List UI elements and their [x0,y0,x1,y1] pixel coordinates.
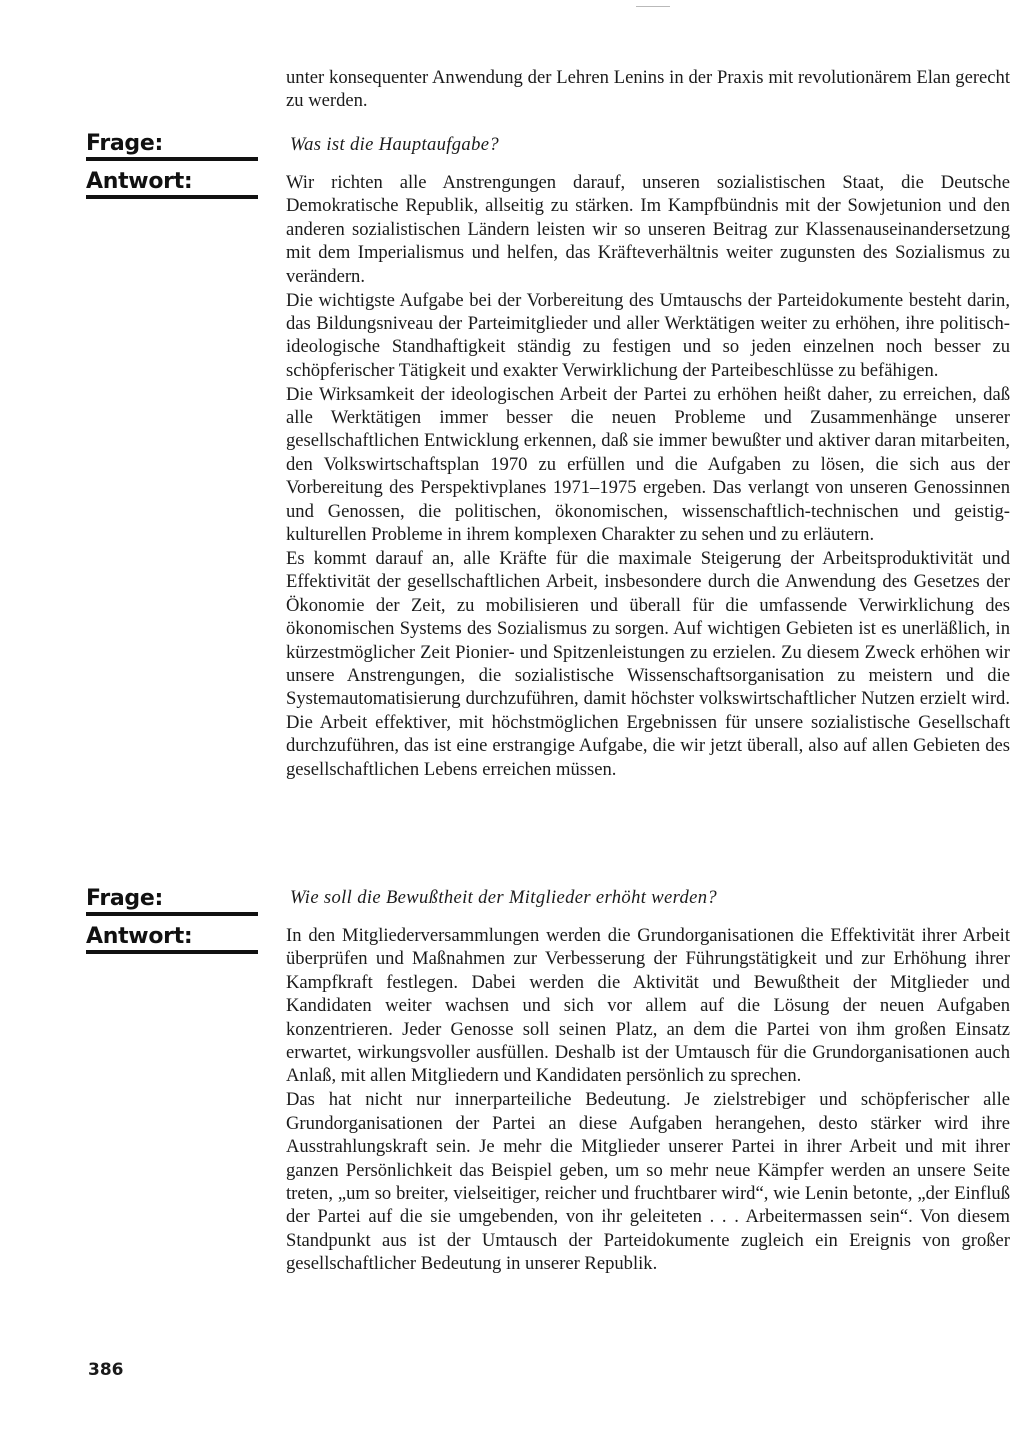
answer-1-paragraph-1: Wir richten alle Anstrengungen darauf, unseren sozialistischen Staat, die Deutsche Demokratische Republik, allseitig zu stärken. Im Kampfbündnis mit der Sowjetunion und den anderen sozialistischen Ländern leisten wir so unseren Beitrag zur Klassenauseinandersetzung mit dem Imperialismus und helfen, das Kräfteverhältnis weiter zugunsten des Sozialismus zu verändern. [286,172,1010,287]
antwort-label: Antwort: [86,925,258,954]
scan-mark [636,6,670,7]
answer-1 [286,171,1010,781]
question-1: Was ist die Hauptaufgabe? [290,134,499,155]
answer-2-paragraph-1: In den Mitgliederversammlungen werden die Grundorganisationen die Effektivität ihrer Arbeit überprüfen und Maßnahmen zur Verbesserung der Führungstätigkeit und zur Erhöhung ihrer Kampfkraft festlegen. Dabei werden die Aktivität und Bewußtheit der Mitglieder und Kandidaten weiter wachsen und sich vor allem auf die Lösung der neuen Aufgaben konzentrieren. Jeder Genosse soll seinen Platz, an dem die Partei von ihm großen Einsatz erwartet, wirkungsvoller ausfüllen. Deshalb ist der Umtausch für die Grundorganisationen auch Anlaß, mit allen Mitgliedern und Kandidaten persönlich zu sprechen. [286,925,1010,1087]
antwort-label: Antwort: [86,170,258,199]
frage-label: Frage: [86,132,258,161]
answer-1-paragraph-4: Es kommt darauf an, alle Kräfte für die maximale Steigerung der Arbeitsproduktivität und Effektivität der gesellschaftlichen Arbeit, insbesondere durch die Anwendung des Gesetzes der Ökonomie der Zeit, zu mobilisieren und überall für die umfassende Verwirklichung des ökonomischen Systems des Sozialismus zu sorgen. Auf wichtigen Gebieten ist es unerläßlich, in kürzestmöglicher Zeit Pionier- und Spitzenleistungen zu erzielen. Zu diesem Zweck erhöhen wir unsere Anstrengungen, die sozialistische Wissenschaftsorganisation zu meistern und die Systemautomatisierung durchzuführen, damit höchster volkswirtschaftlicher Nutzen erzielt wird. Die Arbeit effektiver, mit höchstmöglichen Ergebnissen für unsere sozialistische Gesellschaft durchzuführen, das ist eine erstrangige Aufgabe, die wir jetzt überall, also auf allen Gebieten des gesellschaftlichen Lebens erreichen müssen. [286,548,1010,780]
answer-1-paragraph-2: Die wichtigste Aufgabe bei der Vorbereitung des Umtauschs der Parteidokumente besteht darin, das Bildungsniveau der Parteimitglieder und aller Werktätigen weiter zu erhöhen, ihre politisch-ideologische Standhaftigkeit ständig zu festigen und so jeden einzelnen noch besser zu schöpferischer Tätigkeit und exakter Verwirklichung der Parteibeschlüsse zu befähigen. [286,289,1010,381]
page-number: 386 [88,1360,124,1380]
intro-paragraph [286,66,1010,113]
answer-2 [286,924,1010,1276]
frage-label: Frage: [86,887,258,916]
question-2: Wie soll die Bewußtheit der Mitglieder erhöht werden? [290,887,718,908]
answer-2-paragraph-2: Das hat nicht nur innerparteiliche Bedeutung. Je zielstrebiger und schöpferischer alle Grundorganisationen der Partei an diese Aufgaben herangehen, desto stärker wird ihre Ausstrahlungskraft sein. Je mehr die Mitglieder unserer Partei in ihrer Arbeit und mit ihrer ganzen Persönlichkeit das Beispiel geben, um so mehr neue Kämpfer werden an unsere Seite treten, „um so breiter, vielseitiger, reicher und fruchtbarer wird“, wie Lenin betonte, „der Einfluß der Partei auf die sie umgebenden, von ihr geleiteten . . . Arbeitermassen sein“. Von diesem Standpunkt aus ist der Umtausch der Parteidokumente zugleich ein Ereignis von großer gesellschaftlicher Bedeutung in unserer Republik. [286,1089,1010,1275]
answer-1-paragraph-3: Die Wirksamkeit der ideologischen Arbeit der Partei zu erhöhen heißt daher, zu erreichen, daß alle Werktätigen immer besser die neuen Probleme und Zusammenhänge unserer gesellschaftlichen Entwicklung erkennen, daß sie immer bewußter und aktiver daran mitarbeiten, den Volkswirtschaftsplan 1970 zu erfüllen und die Aufgaben zu lösen, die sich aus der Vorbereitung des Perspektivplanes 1971–1975 ergeben. Das verlangt von unseren Genossinnen und Genossen, die politischen, ökonomischen, wissenschaftlich-technischen und geistig-kulturellen Probleme in ihrem komplexen Charakter zu sehen und zu erläutern. [286,383,1010,546]
intro-text: unter konsequenter Anwendung der Lehren Lenins in der Praxis mit revolutionärem Elan gerecht zu werden. [286,67,1010,112]
